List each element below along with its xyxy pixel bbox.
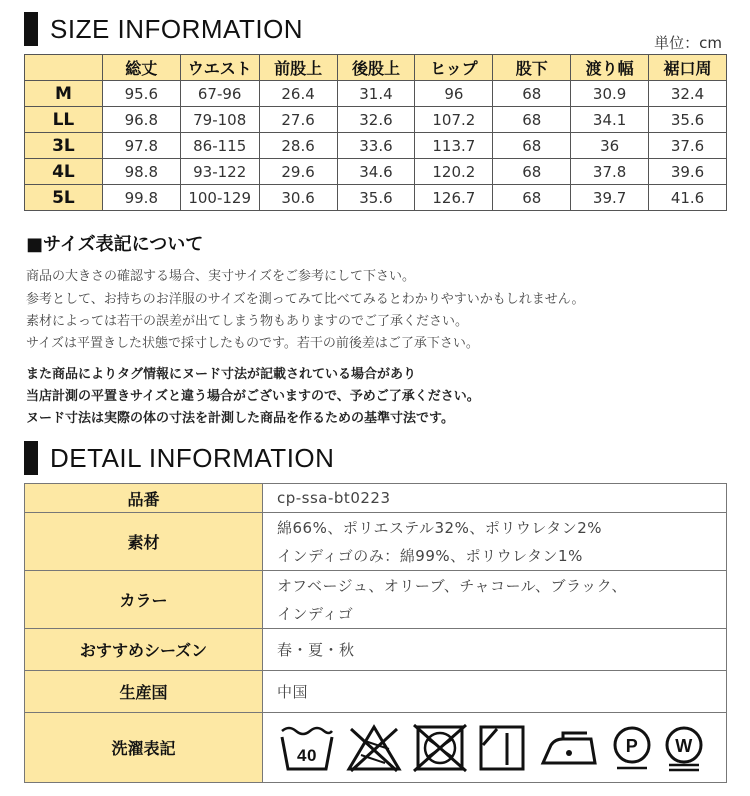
- column-header: 前股上: [259, 55, 337, 81]
- size-cell: 30.6: [259, 185, 337, 211]
- size-cell: 37.8: [571, 159, 649, 185]
- size-cell: 35.6: [649, 107, 727, 133]
- size-cell: 33.6: [337, 133, 415, 159]
- care-symbols: [263, 713, 727, 783]
- size-notes-title: ■サイズ表記について: [26, 234, 204, 255]
- dry-clean-letter: P: [625, 735, 639, 756]
- size-cell: 98.8: [102, 159, 180, 185]
- detail-information-header: [24, 441, 334, 475]
- no-bleach-icon: [345, 723, 403, 773]
- detail-row-care: [25, 713, 727, 783]
- detail-table: [24, 483, 727, 783]
- size-cell: 93-122: [180, 159, 259, 185]
- size-cell: 39.6: [649, 159, 727, 185]
- detail-label: カラー: [25, 571, 263, 629]
- section-bar: [24, 441, 38, 475]
- size-cell: 68: [493, 159, 571, 185]
- size-cell: 96: [415, 81, 493, 107]
- size-row-3l: [25, 133, 727, 159]
- size-label: LL: [25, 107, 103, 133]
- size-cell: 39.7: [571, 185, 649, 211]
- size-label: 5L: [25, 185, 103, 211]
- season-value: 春・夏・秋: [263, 629, 727, 671]
- column-header: 渡り幅: [571, 55, 649, 81]
- size-cell: 68: [493, 133, 571, 159]
- size-cell: 34.1: [571, 107, 649, 133]
- no-tumble-dry-icon: [413, 723, 467, 773]
- dry-clean-p-icon: [611, 723, 653, 773]
- section-bar: [24, 12, 38, 46]
- size-cell: 36: [571, 133, 649, 159]
- column-header: 後股上: [337, 55, 415, 81]
- size-cell: 107.2: [415, 107, 493, 133]
- material-line: インディゴのみ：綿99%、ポリウレタン1%: [277, 546, 583, 565]
- detail-label: おすすめシーズン: [25, 629, 263, 671]
- size-table: [24, 54, 727, 211]
- detail-label: 素材: [25, 513, 263, 571]
- size-cell: 100-129: [180, 185, 259, 211]
- wash-temp-text: 40: [297, 745, 317, 765]
- header-corner: [25, 55, 103, 81]
- column-header: 裾口周: [649, 55, 727, 81]
- detail-row-season: [25, 629, 727, 671]
- size-information-title: SIZE INFORMATION: [50, 13, 304, 44]
- size-cell: 97.8: [102, 133, 180, 159]
- size-cell: 113.7: [415, 133, 493, 159]
- bold-note-line: また商品によりタグ情報にヌード寸法が記載されている場合があり: [26, 367, 417, 382]
- detail-row-material: [25, 513, 727, 571]
- wet-clean-w-icon: [663, 723, 705, 773]
- size-row-ll: [25, 107, 727, 133]
- size-cell: 68: [493, 185, 571, 211]
- size-cell: 95.6: [102, 81, 180, 107]
- size-cell: 34.6: [337, 159, 415, 185]
- bold-note-line: 当店計測の平置きサイズと違う場合がございますので、予めご了承ください。: [26, 389, 480, 404]
- size-cell: 68: [493, 81, 571, 107]
- material-line: 綿66%、ポリエステル32%、ポリウレタン2%: [277, 518, 603, 537]
- size-cell: 41.6: [649, 185, 727, 211]
- size-label: 3L: [25, 133, 103, 159]
- size-cell: 32.6: [337, 107, 415, 133]
- note-line: 素材によっては若干の誤差が出てしまう物もありますのでご了承ください。: [26, 314, 469, 329]
- detail-label: 洗濯表記: [25, 713, 263, 783]
- detail-label: 生産国: [25, 671, 263, 713]
- detail-row-color: [25, 571, 727, 629]
- size-cell: 28.6: [259, 133, 337, 159]
- wet-clean-letter: W: [675, 735, 693, 756]
- size-cell: 35.6: [337, 185, 415, 211]
- size-table-header-row: [25, 55, 727, 81]
- column-header: ウエスト: [180, 55, 259, 81]
- detail-row-origin: [25, 671, 727, 713]
- size-cell: 96.8: [102, 107, 180, 133]
- size-cell: 79-108: [180, 107, 259, 133]
- size-cell: 31.4: [337, 81, 415, 107]
- bold-note-line: ヌード寸法は実際の体の寸法を計測した商品を作るための基準寸法です。: [26, 411, 454, 426]
- color-line: オフベージュ、オリーブ、チャコール、ブラック、: [277, 576, 628, 595]
- detail-row-product-no: [25, 484, 727, 513]
- size-cell: 120.2: [415, 159, 493, 185]
- size-cell: 32.4: [649, 81, 727, 107]
- iron-low-icon: [537, 723, 601, 773]
- detail-information-title: DETAIL INFORMATION: [50, 442, 335, 473]
- size-cell: 67-96: [180, 81, 259, 107]
- size-label: 4L: [25, 159, 103, 185]
- note-line: 参考として、お持ちのお洋服のサイズを測ってみて比べてみるとわかりやすいかもしれません。: [26, 292, 585, 307]
- product-number-value: cp-ssa-bt0223: [263, 484, 727, 513]
- column-header: 総丈: [102, 55, 180, 81]
- note-line: 商品の大きさの確認する場合、実寸サイズをご参考にして下さい。: [26, 269, 415, 284]
- size-cell: 29.6: [259, 159, 337, 185]
- unit-label: 単位：cm: [654, 34, 722, 52]
- color-line: インディゴ: [277, 604, 354, 623]
- material-value: [263, 513, 727, 571]
- column-header: ヒップ: [415, 55, 493, 81]
- column-header: 股下: [493, 55, 571, 81]
- size-label: M: [25, 81, 103, 107]
- size-cell: 68: [493, 107, 571, 133]
- size-row-5l: [25, 185, 727, 211]
- size-cell: 26.4: [259, 81, 337, 107]
- wash-40-icon: [279, 723, 335, 773]
- size-cell: 99.8: [102, 185, 180, 211]
- size-cell: 86-115: [180, 133, 259, 159]
- origin-value: 中国: [263, 671, 727, 713]
- size-cell: 37.6: [649, 133, 727, 159]
- note-line: サイズは平置きした状態で採寸したものです。若干の前後差はご了承下さい。: [26, 336, 479, 351]
- detail-label: 品番: [25, 484, 263, 513]
- color-value: [263, 571, 727, 629]
- size-cell: 27.6: [259, 107, 337, 133]
- line-dry-shade-icon: [477, 723, 527, 773]
- size-cell: 30.9: [571, 81, 649, 107]
- size-row-m: [25, 81, 727, 107]
- size-cell: 126.7: [415, 185, 493, 211]
- size-row-4l: [25, 159, 727, 185]
- size-information-header: [24, 12, 303, 46]
